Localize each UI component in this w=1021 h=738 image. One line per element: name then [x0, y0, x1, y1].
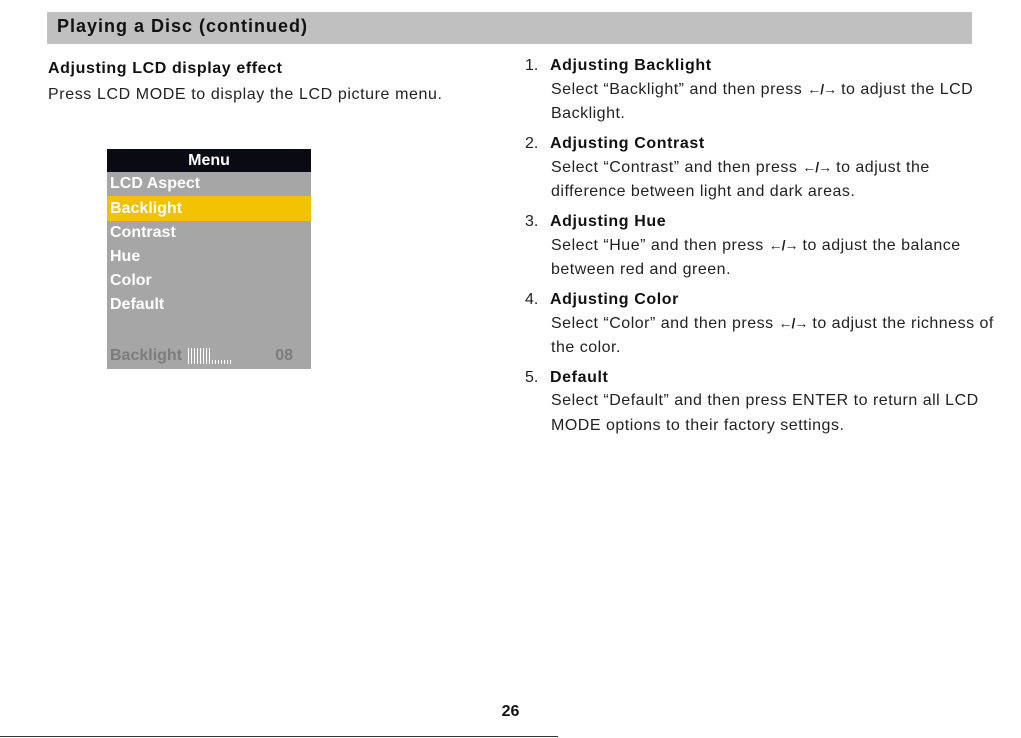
step-text-pre: Select “Default” and then press ENTER to return all LCD MODE options to their factory settings.: [551, 392, 979, 434]
level-tick: [224, 360, 225, 364]
left-right-arrows-icon: ←/→: [768, 237, 798, 253]
step-text-pre: Select “Backlight” and then press: [551, 81, 808, 98]
step-text-pre: Select “Hue” and then press: [551, 237, 769, 254]
step-adjusting-backlight: [525, 57, 995, 126]
level-tick: [206, 348, 207, 364]
step-number: 5.: [525, 369, 539, 386]
status-value: 08: [275, 347, 293, 364]
step-text-post: to adjust the LCD Backlight.: [551, 81, 974, 122]
menu-item-lcd-aspect: LCD Aspect: [110, 175, 201, 192]
step-number: 1.: [525, 57, 539, 74]
step-text-pre: Select “Contrast” and then press: [551, 159, 803, 176]
menu-title: Menu: [107, 149, 311, 172]
level-tick: [212, 360, 213, 364]
step-description: [551, 233, 995, 282]
intro-text: Press LCD MODE to display the LCD picture menu.: [48, 86, 443, 103]
level-tick: [194, 348, 195, 364]
step-number: 4.: [525, 291, 539, 308]
step-number: 2.: [525, 135, 539, 152]
backlight-level-bar: [188, 348, 233, 364]
right-column: [525, 57, 995, 447]
page-title: Playing a Disc (continued): [57, 16, 309, 36]
step-text-post: to adjust the difference between light and dark areas.: [551, 159, 930, 200]
step-description: [551, 77, 995, 126]
section-heading: Adjusting LCD display effect: [48, 60, 283, 77]
menu-item-backlight: Backlight: [107, 196, 311, 221]
left-right-arrows-icon: ←/→: [802, 159, 832, 175]
menu-item-default: Default: [110, 296, 165, 313]
level-tick: [227, 360, 228, 364]
lcd-picture-menu: [107, 149, 311, 369]
step-text-pre: Select “Color” and then press: [551, 315, 779, 332]
backlight-level-status: [110, 345, 293, 367]
level-tick: [203, 348, 204, 364]
step-default: [525, 369, 995, 438]
step-title: Adjusting Backlight: [550, 57, 712, 74]
menu-item-contrast: Contrast: [110, 224, 176, 241]
level-tick: [197, 348, 198, 364]
step-text-post: to adjust the richness of the color.: [551, 315, 994, 356]
step-description: [551, 155, 995, 204]
step-description: [551, 311, 995, 360]
level-tick: [191, 348, 192, 364]
step-title: Adjusting Contrast: [550, 135, 705, 152]
menu-item-color: Color: [110, 272, 152, 289]
step-title: Adjusting Color: [550, 291, 679, 308]
level-tick: [230, 360, 231, 364]
left-right-arrows-icon: ←/→: [778, 315, 808, 331]
step-text-post: to adjust the balance between red and green.: [551, 237, 961, 278]
left-right-arrows-icon: ←/→: [807, 81, 837, 97]
menu-item-hue: Hue: [110, 248, 141, 265]
status-label: Backlight: [110, 347, 183, 364]
footer-divider: [0, 736, 558, 737]
section-header-bar: [47, 12, 972, 44]
step-number: 3.: [525, 213, 539, 230]
step-adjusting-contrast: [525, 135, 995, 204]
level-tick: [188, 348, 189, 364]
page-number: 26: [501, 703, 520, 720]
level-tick: [218, 360, 219, 364]
level-tick: [209, 348, 210, 364]
step-title: Default: [550, 369, 609, 386]
step-description: [551, 389, 995, 438]
step-adjusting-hue: [525, 213, 995, 282]
level-tick: [200, 348, 201, 364]
left-column: [48, 60, 508, 104]
step-adjusting-color: [525, 291, 995, 360]
step-title: Adjusting Hue: [550, 213, 667, 230]
level-tick: [221, 360, 222, 364]
level-tick: [215, 360, 216, 364]
